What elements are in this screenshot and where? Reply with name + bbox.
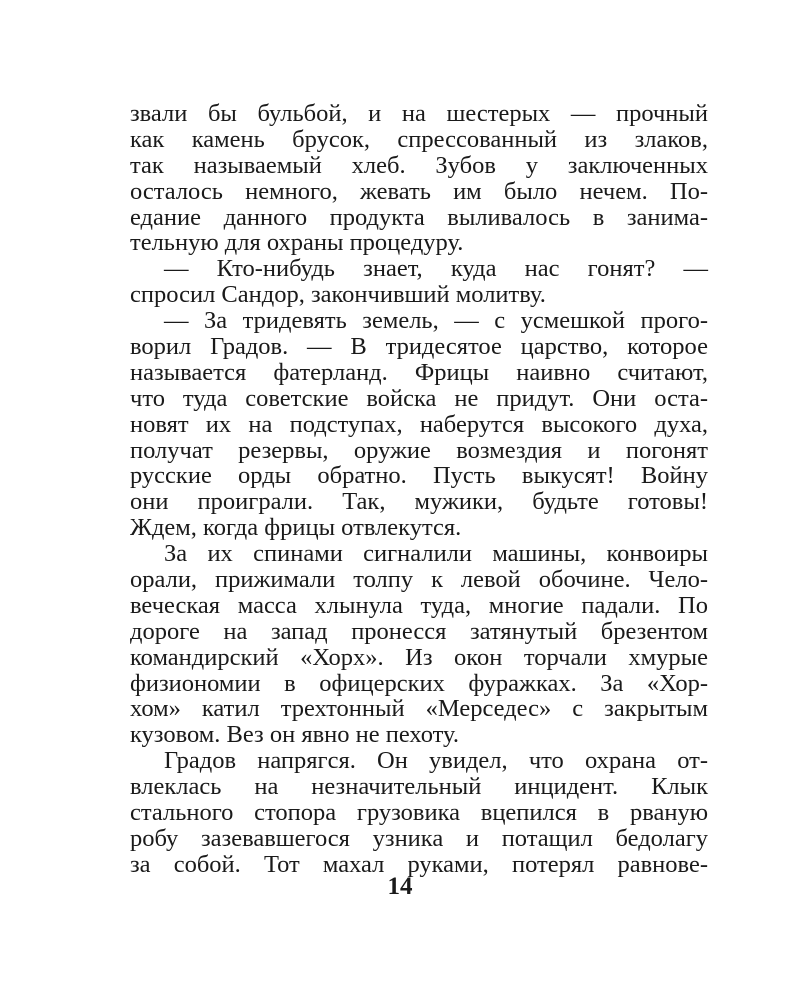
paragraph [130, 748, 708, 877]
text-line: так называемый хлеб. Зубов у заключенных [130, 151, 708, 179]
text-line: за собой. Тот махал руками, потерял равнове- [130, 850, 708, 878]
text-line: Градов напрягся. Он увидел, что охрана от- [164, 747, 708, 775]
text-line: называется фатерланд. Фрицы наивно считают, [130, 358, 708, 386]
text-line: осталось немного, жевать им было нечем. По- [130, 177, 708, 205]
text-line: орали, прижимали толпу к левой обочине. Чело- [130, 566, 708, 594]
text-line: звали бы бульбой, и на шестерых — прочный [130, 100, 708, 127]
text-line: тельную для охраны процедуру. [130, 229, 464, 257]
text-line: как камень брусок, спрессованный из злаков, [130, 125, 708, 153]
text-line: что туда советские войска не придут. Они оста- [130, 384, 708, 412]
text-line: веческая масса хлынула туда, многие падали. По [130, 591, 708, 619]
text-line: хом» катил трехтонный «Мерседес» с закрытым [130, 695, 708, 723]
text-line: — За тридевять земель, — с усмешкой прого- [164, 307, 708, 335]
text-line: получат резервы, оружие возмездия и погонят [130, 436, 708, 464]
text-line: новят их на подступах, наберутся высокого духа, [130, 410, 708, 438]
text-line: — Кто-нибудь знает, куда нас гонят? — [164, 255, 708, 283]
book-page-text [130, 101, 708, 878]
text-line: командирский «Хорх». Из окон торчали хмурые [130, 643, 708, 671]
text-line: робу зазевавшегося узника и потащил бедолагу [130, 824, 708, 852]
text-line: спросил Сандор, закончивший молитву. [130, 281, 546, 309]
text-line: они проиграли. Так, мужики, будьте готовы! [130, 488, 708, 516]
text-line: физиономии в офицерских фуражках. За «Хор- [130, 669, 708, 697]
paragraph [130, 101, 708, 256]
text-line: едание данного продукта выливалось в занима- [130, 203, 708, 231]
text-line: За их спинами сигналили машины, конвоиры [164, 540, 708, 568]
paragraph [130, 541, 708, 748]
paragraph [130, 256, 708, 308]
text-line: Ждем, когда фрицы отвлекутся. [130, 514, 462, 542]
text-line: стального стопора грузовика вцепился в рваную [130, 799, 708, 827]
text-line: русские орды обратно. Пусть выкусят! Войну [130, 462, 708, 490]
text-line: дороге на запад пронесся затянутый брезентом [130, 617, 708, 645]
text-line: кузовом. Вез он явно не пехоту. [130, 721, 459, 749]
page-number: 14 [387, 873, 413, 900]
text-line: ворил Градов. — В тридесятое царство, которое [130, 333, 708, 361]
text-line: влеклась на незначительный инцидент. Клык [130, 773, 708, 801]
paragraph [130, 308, 708, 541]
